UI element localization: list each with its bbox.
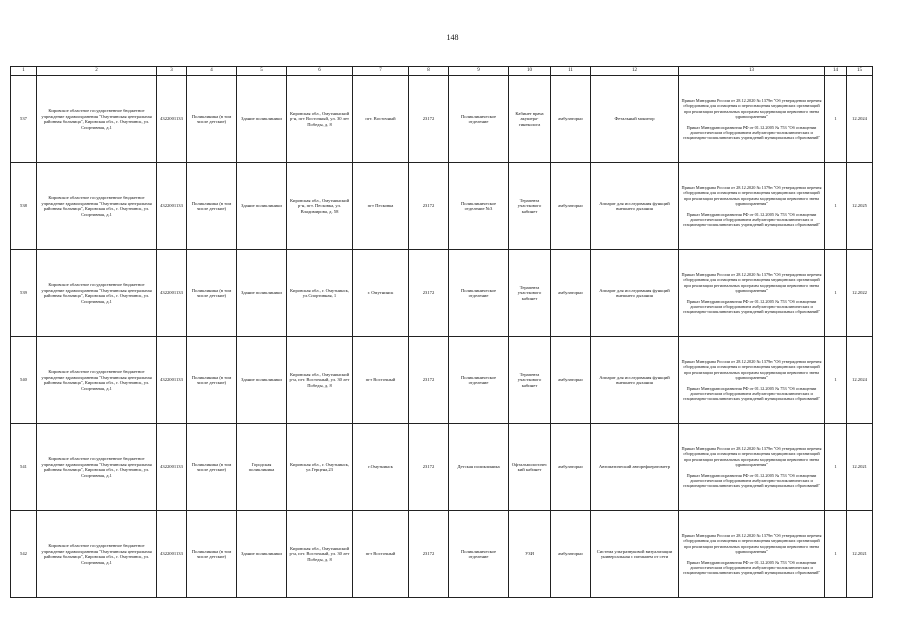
table-cell: Приказ Минздрава России от 28.12.2020 № 1379н "Об утверждении перечня оборудования для оснащения и переоснащения медицинских организаций при реализации региональных программ модернизации первичного звена здравоохранения" Приказ Минздравсоцразвития РФ от 01.12.2005 № 753 "Об оснащении диагностическим оборудованием амбулаторно-поликлинических и стационарно-поликлинических учреждений муниципальных образований": [679, 76, 825, 163]
equipment-table: [10, 66, 873, 598]
table-cell: Аппарат для исследования функций внешнего дыхания: [591, 337, 679, 424]
table-cell: 4322001133: [157, 424, 187, 511]
table-cell: 12.2022: [847, 250, 873, 337]
table-cell: Приказ Минздрава России от 28.12.2020 № 1379н "Об утверждении перечня оборудования для оснащения и переоснащения медицинских организаций при реализации региональных программ модернизации первичного звена здравоохранения" Приказ Минздравсоцразвития РФ от 01.12.2005 № 753 "Об оснащении диагностическим оборудованием амбулаторно-поликлинических и стационарно-поликлинических учреждений муниципальных образований": [679, 337, 825, 424]
table-cell: амбулаторно: [551, 76, 591, 163]
table-row: [11, 163, 873, 250]
table-cell: 23172: [409, 337, 449, 424]
table-cell: 1: [825, 76, 847, 163]
column-header: 11: [551, 67, 591, 76]
column-header: 13: [679, 67, 825, 76]
table-cell: Поликлиническое отделение: [449, 511, 509, 598]
column-header: 14: [825, 67, 847, 76]
table-cell: амбулаторно: [551, 424, 591, 511]
column-header: 12: [591, 67, 679, 76]
column-header: 9: [449, 67, 509, 76]
table-cell: Система ультразвуковой визуализации универсальная с питанием от сети: [591, 511, 679, 598]
table-cell: Приказ Минздрава России от 28.12.2020 № 1379н "Об утверждении перечня оборудования для оснащения и переоснащения медицинских организаций при реализации региональных программ модернизации первичного звена здравоохранения" Приказ Минздравсоцразвития РФ от 01.12.2005 № 753 "Об оснащении диагностическим оборудованием амбулаторно-поликлинических и стационарно-поликлинических учреждений муниципальных образований": [679, 163, 825, 250]
table-cell: Фетальный монитор: [591, 76, 679, 163]
column-header: 6: [287, 67, 353, 76]
table-cell: Кабинет врача акушера-гинеколога: [509, 76, 551, 163]
table-cell: Кировская обл., Омутнинский р-н, пгт. Песковка, ул. Владимирова, д. 58: [287, 163, 353, 250]
table-cell: Кировская обл., Омутнинский р-н, пгт. Восточный, ул. 30 лет Победы, д. 8: [287, 511, 353, 598]
table-cell: Здание поликлиники: [237, 511, 287, 598]
table-cell: Поликлиника (в том числе детские): [187, 511, 237, 598]
column-header: 4: [187, 67, 237, 76]
table-body: [11, 76, 873, 598]
table-cell: 4322001133: [157, 337, 187, 424]
table-cell: Кировское областное государственное бюджетное учреждение здравоохранения "Омутнинская центральная районная больница", Кировская обл., г. Омутнинск, ул. Спортивная, д.1: [37, 511, 157, 598]
table-cell: пгт Восточный: [353, 511, 409, 598]
table-cell: Терапевта участкового кабинет: [509, 337, 551, 424]
table-cell: 541: [11, 424, 37, 511]
table-cell: Поликлиническое отделение: [449, 337, 509, 424]
table-cell: 540: [11, 337, 37, 424]
table-cell: г. Омутнинск: [353, 250, 409, 337]
table-cell: Детская поликлиника: [449, 424, 509, 511]
table-cell: Здание поликлиники: [237, 76, 287, 163]
table-cell: 1: [825, 511, 847, 598]
table-cell: 23172: [409, 76, 449, 163]
table-cell: Офтальмологический кабинет: [509, 424, 551, 511]
table-cell: Поликлиника (в том числе детские): [187, 250, 237, 337]
table-cell: Кировская обл., Омутнинский р-н, пгт Восточный, ул. 30 лет Победы, д. 8: [287, 76, 353, 163]
table-cell: 1: [825, 337, 847, 424]
table-cell: Поликлиника (в том числе детские): [187, 163, 237, 250]
table-cell: Кировская обл., г. Омутнинск, ул.Герцена,23: [287, 424, 353, 511]
table-cell: Приказ Минздрава России от 28.12.2020 № 1379н "Об утверждении перечня оборудования для оснащения и переоснащения медицинских организаций при реализации региональных программ модернизации первичного звена здравоохранения" Приказ Минздравсоцразвития РФ от 01.12.2005 № 753 "Об оснащении диагностическим оборудованием амбулаторно-поликлинических и стационарно-поликлинических учреждений муниципальных образований": [679, 424, 825, 511]
column-header: 1: [11, 67, 37, 76]
table-cell: 4322001133: [157, 76, 187, 163]
table-cell: Кировское областное государственное бюджетное учреждение здравоохранения "Омутнинская центральная районная больница", Кировская обл., г. Омутнинск, ул. Спортивная, д.1: [37, 250, 157, 337]
column-header: 10: [509, 67, 551, 76]
table-cell: амбулаторно: [551, 250, 591, 337]
table-cell: Приказ Минздрава России от 28.12.2020 № 1379н "Об утверждении перечня оборудования для оснащения и переоснащения медицинских организаций при реализации региональных программ модернизации первичного звена здравоохранения" Приказ Минздравсоцразвития РФ от 01.12.2005 № 753 "Об оснащении диагностическим оборудованием амбулаторно-поликлинических и стационарно-поликлинических учреждений муниципальных образований": [679, 250, 825, 337]
table-cell: Поликлиническое отделение №3: [449, 163, 509, 250]
table-row: [11, 424, 873, 511]
column-header: 7: [353, 67, 409, 76]
table-cell: Автоматический авторефкератометр: [591, 424, 679, 511]
column-header: 8: [409, 67, 449, 76]
table-cell: 23172: [409, 424, 449, 511]
table-cell: 1: [825, 424, 847, 511]
table-cell: 12.2021: [847, 511, 873, 598]
table-cell: 537: [11, 76, 37, 163]
table-cell: 23172: [409, 163, 449, 250]
table-cell: 4322001133: [157, 163, 187, 250]
table-cell: Поликлиническое отделение: [449, 76, 509, 163]
table-cell: Поликлиника (в том числе детские): [187, 337, 237, 424]
table-cell: 4322001133: [157, 250, 187, 337]
table-cell: 539: [11, 250, 37, 337]
table-cell: 23172: [409, 511, 449, 598]
table-cell: Здание поликлиники: [237, 337, 287, 424]
table-cell: Кировская обл., г. Омутнинск, ул.Спортивная, 1: [287, 250, 353, 337]
table-cell: Аппарат для исследования функций внешнего дыхания: [591, 250, 679, 337]
table-cell: Здание поликлиники: [237, 163, 287, 250]
table-cell: Здание поликлиники: [237, 250, 287, 337]
table-cell: 12.2021: [847, 424, 873, 511]
table-cell: Терапевта участкового кабинет: [509, 250, 551, 337]
column-header: 5: [237, 67, 287, 76]
table-cell: Аппарат для исследования функций внешнего дыхания: [591, 163, 679, 250]
table-row: [11, 337, 873, 424]
table-cell: Кировская обл., Омутнинский р-н, пгт. Восточный, ул. 30 лет Победы, д. 8: [287, 337, 353, 424]
table-cell: УЗИ: [509, 511, 551, 598]
column-header: 3: [157, 67, 187, 76]
table-cell: Городская поликлиника: [237, 424, 287, 511]
table-cell: 1: [825, 250, 847, 337]
page-number: 148: [446, 33, 459, 42]
table-cell: амбулаторно: [551, 511, 591, 598]
table-cell: Кировское областное государственное бюджетное учреждение здравоохранения "Омутнинская центральная районная больница", Кировская обл., г. Омутнинск, ул. Спортивная, д.1: [37, 76, 157, 163]
table-cell: Терапевта участкового кабинет: [509, 163, 551, 250]
table-cell: Поликлиника (в том числе детские): [187, 76, 237, 163]
table-cell: 1: [825, 163, 847, 250]
table-cell: Кировское областное государственное бюджетное учреждение здравоохранения "Омутнинская центральная районная больница", Кировская обл., г. Омутнинск, ул. Спортивная, д.1: [37, 424, 157, 511]
table-cell: Поликлиническое отделение: [449, 250, 509, 337]
table-cell: 12.2025: [847, 163, 873, 250]
table-row: [11, 76, 873, 163]
header-row: [11, 67, 873, 76]
table-cell: Кировское областное государственное бюджетное учреждение здравоохранения "Омутнинская центральная районная больница", Кировская обл., г. Омутнинск, ул. Спортивная, д.1: [37, 337, 157, 424]
table-cell: Кировское областное государственное бюджетное учреждение здравоохранения "Омутнинская центральная районная больница", Кировская обл., г. Омутнинск, ул. Спортивная, д.1: [37, 163, 157, 250]
table-row: [11, 250, 873, 337]
table-cell: 4322001133: [157, 511, 187, 598]
table-cell: пгт. Восточный: [353, 76, 409, 163]
table-cell: пгт Песковка: [353, 163, 409, 250]
table-cell: пгт Восточный: [353, 337, 409, 424]
table-cell: 23172: [409, 250, 449, 337]
column-header: 15: [847, 67, 873, 76]
table-cell: 538: [11, 163, 37, 250]
table-row: [11, 511, 873, 598]
table-cell: 12.2024: [847, 76, 873, 163]
table-cell: 12.2024: [847, 337, 873, 424]
table-cell: Поликлиника (в том числе детские): [187, 424, 237, 511]
table-cell: г.Омутнинск: [353, 424, 409, 511]
table-cell: Приказ Минздрава России от 28.12.2020 № 1379н "Об утверждении перечня оборудования для оснащения и переоснащения медицинских организаций при реализации региональных программ модернизации первичного звена здравоохранения" Приказ Минздравсоцразвития РФ от 01.12.2005 № 753 "Об оснащении диагностическим оборудованием амбулаторно-поликлинических и стационарно-поликлинических учреждений муниципальных образований": [679, 511, 825, 598]
table-header: [11, 67, 873, 76]
column-header: 2: [37, 67, 157, 76]
table-cell: амбулаторно: [551, 163, 591, 250]
table-cell: 542: [11, 511, 37, 598]
table-cell: амбулаторно: [551, 337, 591, 424]
